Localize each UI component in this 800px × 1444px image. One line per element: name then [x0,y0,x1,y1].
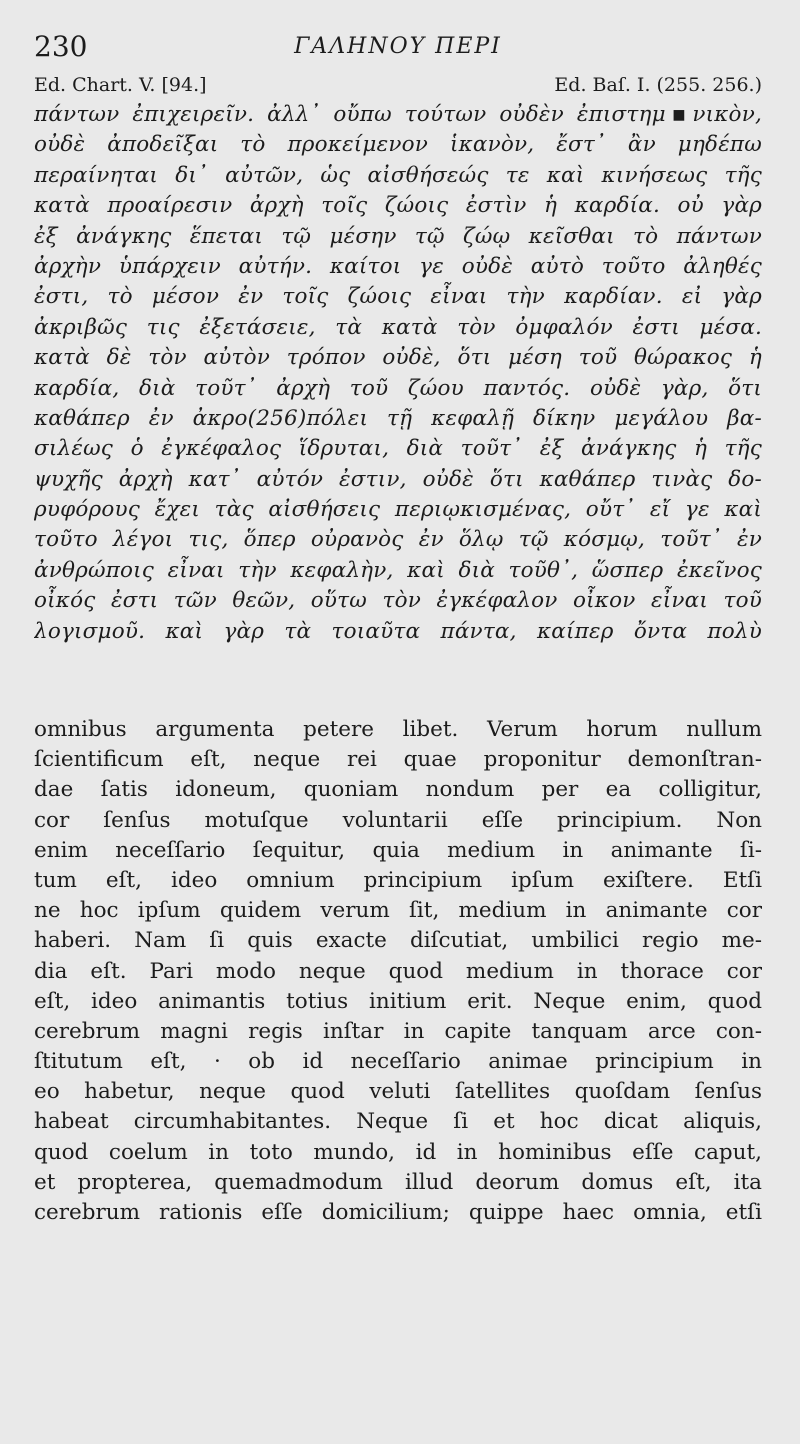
running-title: ΓΑΛΗΝΟΥ ΠΕΡΙ [294,34,502,59]
greek-text-line: λογισμοῦ. καὶ γὰρ τὰ τοιαῦτα πάντα, καίπερ ὄντα πολὺ [34,618,762,644]
edition-basel-reference: Ed. Baſ. I. (255. 256.) [554,74,762,96]
greek-text-block [34,100,762,647]
latin-text-line: habeat circumhabitantes. Neque ſi et hoc dicat aliquis, [34,1109,762,1135]
latin-text-line: quod coelum in toto mundo, id in hominibus eſſe caput, [34,1139,762,1165]
latin-text-line: ſtitutum eſt, · ob id neceſſario animae principium in [34,1049,762,1075]
greek-text-line: ἐξ ἀνάγκης ἕπεται τῷ μέσην τῷ ζώῳ κεῖσθαι τὸ πάντων [34,223,762,249]
greek-text-line: τοῦτο λέγοι τις, ὅπερ οὐρανὸς ἐν ὅλῳ τῷ κόσμῳ, τοῦτ᾽ ἐν [34,527,762,553]
greek-text-line: καθάπερ ἐν ἀκρο(256)πόλει τῇ κεφαλῇ δίκην μεγάλου βα- [34,405,762,431]
greek-text-line: οἶκός ἐστι τῶν θεῶν, οὕτω τὸν ἐγκέφαλον οἶκον εἶναι τοῦ [34,588,762,614]
greek-text-line: ἀρχὴν ὑπάρχειν αὐτήν. καίτοι γε οὐδὲ αὐτὸ τοῦτο ἀληθές [34,253,762,279]
greek-text-line: ἀνθρώποις εἶναι τὴν κεφαλὴν, καὶ διὰ τοῦθ᾽, ὥσπερ ἐκεῖνος [34,557,762,583]
greek-text-line: οὐδὲ ἀποδεῖξαι τὸ προκείμενον ἱκανὸν, ἔστ᾽ ἂν μηδέπω [34,132,762,158]
latin-text-line: dae ſatis idoneum, quoniam nondum per ea colligitur, [34,777,762,803]
greek-text-line: ἀκριβῶς τις ἐξετάσειε, τὰ κατὰ τὸν ὀμφαλόν ἐστι μέσα. [34,314,762,340]
latin-text-line: et propterea, quemadmodum illud deorum domus eſt, ita [34,1169,762,1195]
greek-text-line: ρυφόρους ἔχει τὰς αἰσθήσεις περιῳκισμένας, οὔτ᾽ εἴ γε καὶ [34,497,762,523]
latin-text-line: cerebrum rationis eſſe domicilium; quippe haec omnia, etſi [34,1200,762,1226]
running-head [34,30,762,70]
greek-text-line: ἐστι, τὸ μέσον ἐν τοῖς ζώοις εἶναι τὴν καρδίαν. εἰ γὰρ [34,284,762,310]
latin-text-line: cerebrum magni regis inſtar in capite tanquam arce con- [34,1018,762,1044]
latin-text-line: enim neceſſario ſequitur, quia medium in animante ſi- [34,837,762,863]
greek-text-line: κατὰ δὲ τὸν αὐτὸν τρόπον οὐδὲ, ὅτι μέση τοῦ θώρακος ἡ [34,345,762,371]
latin-text-line: omnibus argumenta petere libet. Verum horum nullum [34,717,762,743]
latin-text-line: ne hoc ipſum quidem verum ſit, medium in animante cor [34,898,762,924]
greek-text-line: ψυχῆς ἀρχὴ κατ᾽ αὐτόν ἐστιν, οὐδὲ ὅτι καθάπερ τινὰς δο- [34,466,762,492]
greek-text-line: κατὰ προαίρεσιν ἀρχὴ τοῖς ζώοις ἐστὶν ἡ καρδία. οὐ γὰρ [34,193,762,219]
greek-text-line: σιλέως ὁ ἐγκέφαλος ἵδρυται, διὰ τοῦτ᾽ ἐξ ἀνάγκης ἡ τῆς [34,436,762,462]
latin-text-line: dia eſt. Pari modo neque quod medium in thorace cor [34,958,762,984]
greek-text-line: καρδία, διὰ τοῦτ᾽ ἀρχὴ τοῦ ζώου παντός. οὐδὲ γὰρ, ὅτι [34,375,762,401]
latin-text-line: haberi. Nam ſi quis exacte diſcutiat, umbilici regio me- [34,928,762,954]
greek-text-line: περαίνηται δι᾽ αὐτῶν, ὡς αἰσθήσεώς τε καὶ κινήσεως τῆς [34,162,762,188]
latin-text-line: tum eſt, ideo omnium principium ipſum exiſtere. Etſi [34,867,762,893]
latin-text-line: cor ſenſus motuſque voluntarii eſſe principium. Non [34,807,762,833]
edition-reference-line [34,70,762,100]
greek-text-line: πάντων ἐπιχειρεῖν. ἀλλ᾽ οὔπω τούτων οὐδὲν ἐπιστημ▪νικὸν, [34,102,762,127]
page-number: 230 [34,30,88,63]
edition-chart-reference: Ed. Chart. V. [94.] [34,74,207,96]
latin-text-line: ſcientificum eſt, neque rei quae proponitur demonſtran- [34,747,762,773]
latin-text-block [34,715,762,1228]
latin-text-line: eſt, ideo animantis totius initium erit. Neque enim, quod [34,988,762,1014]
latin-text-line: eo habetur, neque quod veluti ſatellites quoſdam ſenſus [34,1079,762,1105]
